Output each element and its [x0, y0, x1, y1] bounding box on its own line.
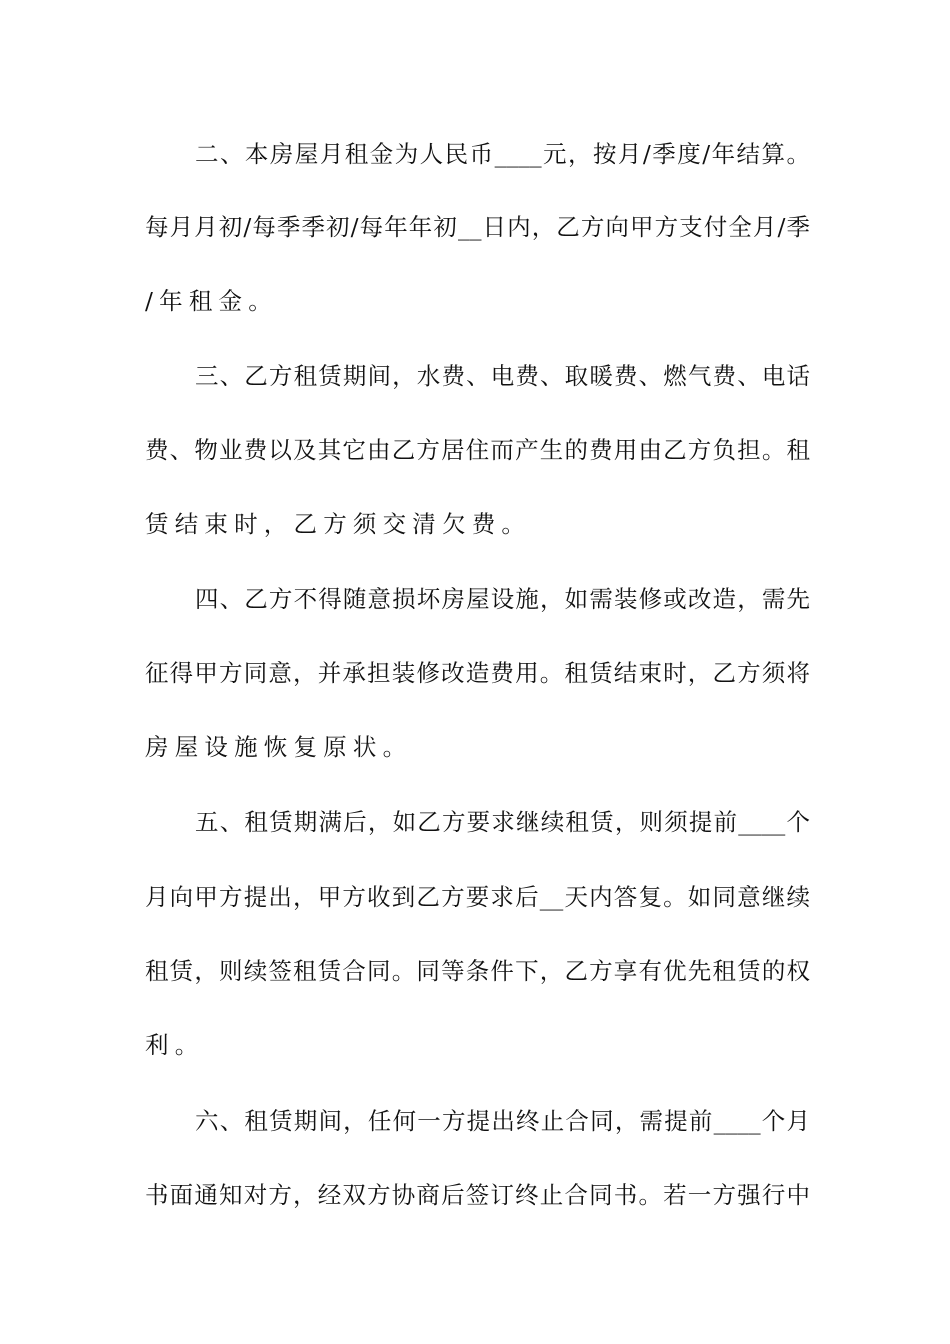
- clause-4-line-3: 房屋设施恢复原状。: [145, 733, 413, 761]
- clause-3-line-1: 三、乙方租赁期间，水费、电费、取暖费、燃气费、电话: [195, 362, 810, 390]
- clause-6-line-2: 书面通知对方，经双方协商后签订终止合同书。若一方强行中: [145, 1181, 810, 1209]
- clause-4-line-1: 四、乙方不得随意损坏房屋设施，如需装修或改造，需先: [195, 585, 810, 613]
- clause-3-line-3: 赁结束时，乙方须交清欠费。: [145, 510, 532, 538]
- clause-5-line-4: 利。: [145, 1031, 205, 1059]
- clause-5-line-2: 月向甲方提出，甲方收到乙方要求后__天内答复。如同意继续: [145, 883, 810, 911]
- clause-2-line-1: 二、本房屋月租金为人民币____元，按月/季度/年结算。: [195, 140, 810, 168]
- clause-4-line-2: 征得甲方同意，并承担装修改造费用。租赁结束时，乙方须将: [145, 659, 810, 687]
- clause-5-line-3: 租赁，则续签租赁合同。同等条件下，乙方享有优先租赁的权: [145, 957, 810, 985]
- clause-2-line-2: 每月月初/每季季初/每年年初__日内，乙方向甲方支付全月/季: [145, 213, 810, 241]
- clause-3-line-2: 费、物业费以及其它由乙方居住而产生的费用由乙方负担。租: [145, 436, 810, 464]
- clause-6-line-1: 六、租赁期间，任何一方提出终止合同，需提前____个月: [195, 1107, 810, 1135]
- clause-5-line-1: 五、租赁期满后，如乙方要求继续租赁，则须提前____个: [195, 808, 810, 836]
- clause-2-line-3: /年租金。: [145, 287, 278, 315]
